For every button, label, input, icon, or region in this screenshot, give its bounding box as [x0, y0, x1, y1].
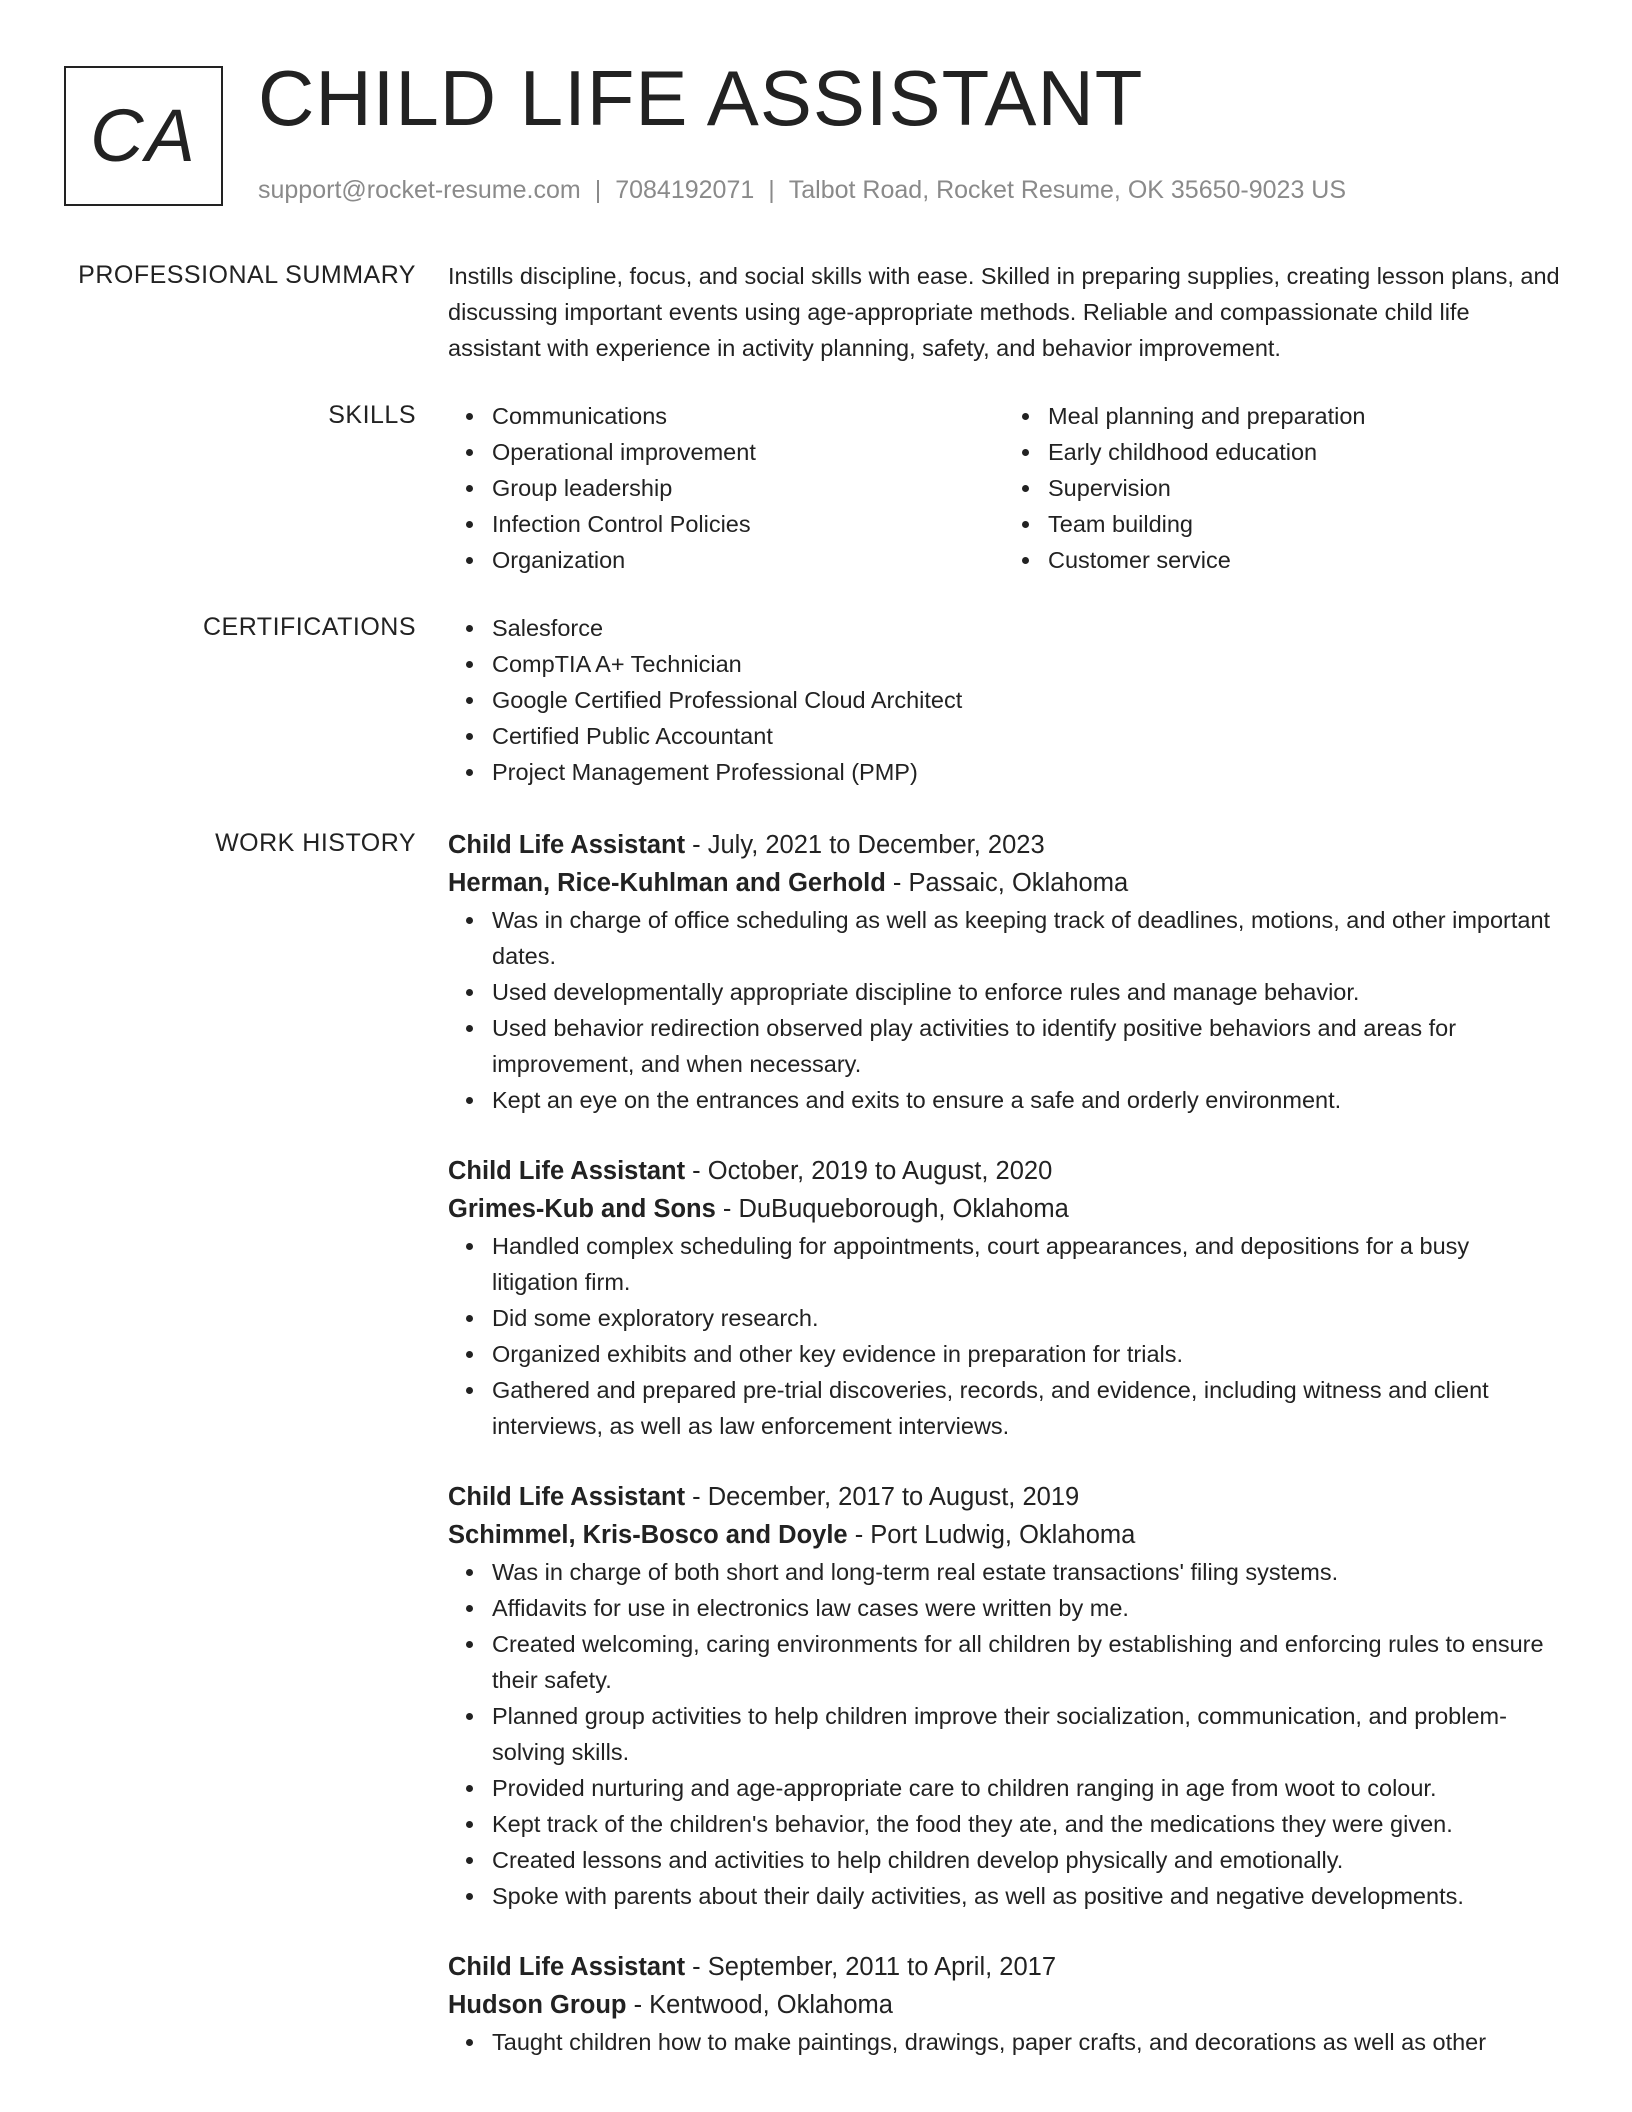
skills-list-right — [1004, 398, 1560, 578]
job-duty-item: Planned group activities to help children improve their socialization, communication, and problem-solving skills. — [492, 1698, 1560, 1770]
job-duty-item: Organized exhibits and other key evidence in preparation for trials. — [492, 1336, 1560, 1372]
job-company: Grimes-Kub and Sons — [448, 1195, 716, 1223]
job-title-line — [448, 826, 1560, 864]
contact-separator: | — [594, 176, 602, 204]
contact-separator: | — [768, 176, 775, 204]
certification-item: Salesforce — [492, 610, 1560, 646]
job-duty-item: Kept an eye on the entrances and exits to ensure a safe and orderly environment. — [492, 1082, 1560, 1118]
job-entry — [448, 826, 1560, 1118]
job-title-line — [448, 1948, 1560, 1986]
skills-list-left — [448, 398, 1004, 578]
section-label-certifications: CERTIFICATIONS — [202, 613, 416, 641]
job-location: - Passaic, Oklahoma — [885, 869, 1129, 897]
job-title: Child Life Assistant — [448, 1483, 686, 1511]
skill-item: Customer service — [1048, 542, 1560, 578]
skill-item: Group leadership — [492, 470, 1004, 506]
job-dates: - October, 2019 to August, 2020 — [685, 1157, 1053, 1185]
section-label-work-history: WORK HISTORY — [215, 829, 416, 857]
section-label-summary: PROFESSIONAL SUMMARY — [78, 261, 416, 289]
job-duty-item: Taught children how to make paintings, drawings, paper crafts, and decorations as well as other — [492, 2024, 1560, 2060]
job-dates: - July, 2021 to December, 2023 — [685, 831, 1045, 859]
certification-item: Certified Public Accountant — [492, 718, 1560, 754]
job-duty-item: Kept track of the children's behavior, the food they ate, and the medications they were given. — [492, 1806, 1560, 1842]
job-company: Hudson Group — [448, 1991, 627, 2019]
job-company-line — [448, 1190, 1560, 1228]
contact-phone: 7084192071 — [615, 176, 755, 204]
job-duty-item: Affidavits for use in electronics law cases were written by me. — [492, 1590, 1560, 1626]
certification-item: Project Management Professional (PMP) — [492, 754, 1560, 790]
certification-item: CompTIA A+ Technician — [492, 646, 1560, 682]
summary-text: Instills discipline, focus, and social skills with ease. Skilled in preparing supplies, creating lesson plans, and discussing important events using age-appropriate methods. Reliable and compassionate child life assistant with experience in activity planning, safety, and behavior improvement. — [448, 263, 1560, 361]
job-duty-item: Handled complex scheduling for appointments, court appearances, and depositions for a busy litigation firm. — [492, 1228, 1560, 1300]
job-duties-list — [448, 1228, 1560, 1444]
job-duty-item: Spoke with parents about their daily activities, as well as positive and negative developments. — [492, 1878, 1560, 1914]
job-company: Herman, Rice-Kuhlman and Gerhold — [448, 869, 886, 897]
job-duty-item: Used developmentally appropriate discipline to enforce rules and manage behavior. — [492, 974, 1560, 1010]
skill-item: Supervision — [1048, 470, 1560, 506]
work-history-body — [448, 826, 1560, 2060]
job-duty-item: Created welcoming, caring environments for all children by establishing and enforcing rules to ensure their safety. — [492, 1626, 1560, 1698]
skill-item: Operational improvement — [492, 434, 1004, 470]
certification-item: Google Certified Professional Cloud Architect — [492, 682, 1560, 718]
job-duty-item: Provided nurturing and age-appropriate care to children ranging in age from woot to colour. — [492, 1770, 1560, 1806]
certifications-body — [448, 610, 1560, 790]
skill-item: Meal planning and preparation — [1048, 398, 1560, 434]
job-company: Schimmel, Kris-Bosco and Doyle — [448, 1521, 848, 1549]
skill-item: Organization — [492, 542, 1004, 578]
job-entry — [448, 1152, 1560, 1444]
monogram-text: CA — [90, 94, 197, 177]
certifications-list — [448, 610, 1560, 790]
job-duties-list — [448, 902, 1560, 1118]
job-duty-item: Gathered and prepared pre-trial discoveries, records, and evidence, including witness and client interviews, as well as law enforcement interviews. — [492, 1372, 1560, 1444]
job-duties-list — [448, 1554, 1560, 1914]
section-label-skills: SKILLS — [328, 401, 416, 429]
job-location: - DuBuqueborough, Oklahoma — [715, 1195, 1069, 1223]
job-title: Child Life Assistant — [448, 1953, 686, 1981]
job-dates: - December, 2017 to August, 2019 — [685, 1483, 1080, 1511]
job-company-line — [448, 1986, 1560, 2024]
job-company-line — [448, 1516, 1560, 1554]
skill-item: Team building — [1048, 506, 1560, 542]
contact-line — [258, 175, 1346, 205]
skill-item: Infection Control Policies — [492, 506, 1004, 542]
skill-item: Early childhood education — [1048, 434, 1560, 470]
job-dates: - September, 2011 to April, 2017 — [685, 1953, 1057, 1981]
job-location: - Port Ludwig, Oklahoma — [847, 1521, 1136, 1549]
job-duties-list — [448, 2024, 1560, 2060]
job-duty-item: Was in charge of office scheduling as well as keeping track of deadlines, motions, and other important dates. — [492, 902, 1560, 974]
resume-title: CHILD LIFE ASSISTANT — [258, 54, 1144, 142]
skills-body — [448, 398, 1560, 578]
job-title: Child Life Assistant — [448, 831, 686, 859]
job-title-line — [448, 1152, 1560, 1190]
job-title-line — [448, 1478, 1560, 1516]
contact-email: support@rocket-resume.com — [258, 176, 581, 204]
job-duty-item: Was in charge of both short and long-term real estate transactions' filing systems. — [492, 1554, 1560, 1590]
job-title: Child Life Assistant — [448, 1157, 686, 1185]
job-company-line — [448, 864, 1560, 902]
job-entry — [448, 1478, 1560, 1914]
job-duty-item: Did some exploratory research. — [492, 1300, 1560, 1336]
job-duty-item: Used behavior redirection observed play activities to identify positive behaviors and areas for improvement, and when necessary. — [492, 1010, 1560, 1082]
monogram-box — [64, 66, 223, 206]
job-duty-item: Created lessons and activities to help children develop physically and emotionally. — [492, 1842, 1560, 1878]
skill-item: Communications — [492, 398, 1004, 434]
contact-address: Talbot Road, Rocket Resume, OK 35650-9023 US — [788, 176, 1347, 204]
job-entry — [448, 1948, 1560, 2060]
job-location: - Kentwood, Oklahoma — [626, 1991, 893, 2019]
